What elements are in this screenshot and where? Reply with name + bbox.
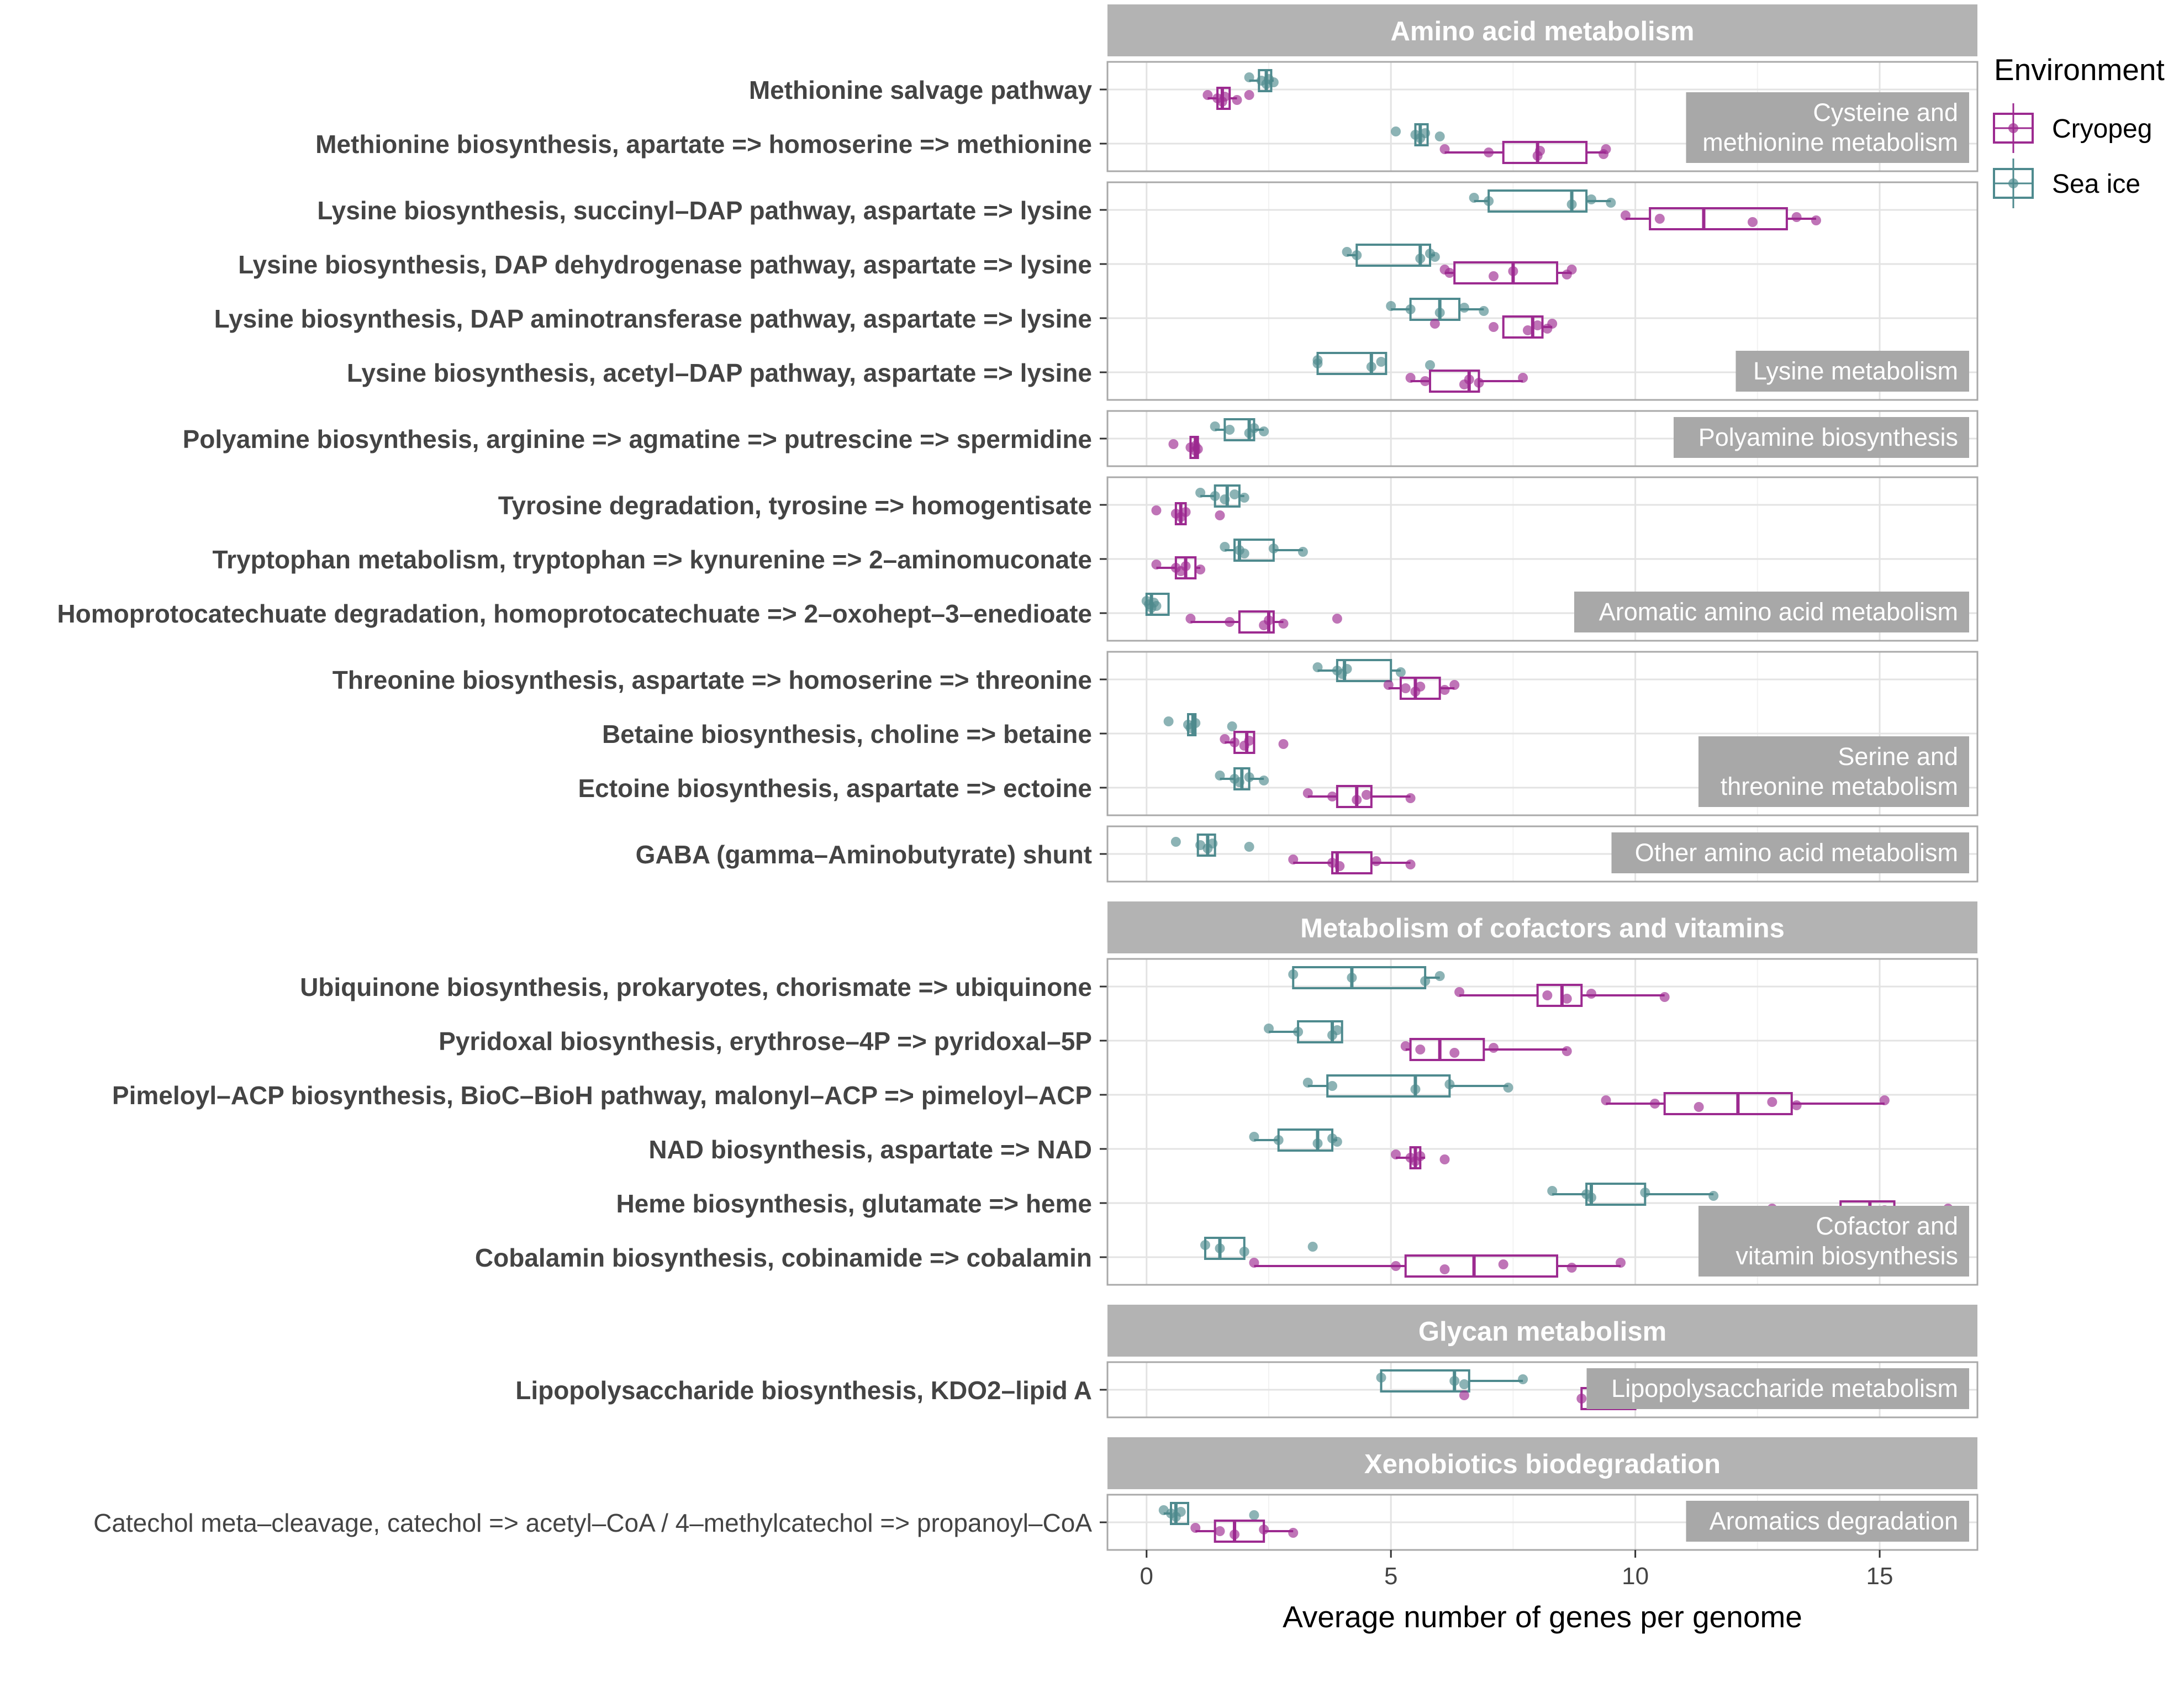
- cryopeg-point: [1401, 1041, 1411, 1051]
- subcategory-label: Aromatics degradation: [1709, 1507, 1958, 1535]
- sea_ice-point: [1244, 842, 1254, 852]
- cryopeg-point: [1420, 376, 1430, 386]
- cryopeg-point: [1533, 320, 1543, 330]
- sea_ice-point: [1327, 1081, 1337, 1091]
- cryopeg-point: [1444, 268, 1454, 278]
- cryopeg-point: [1279, 619, 1289, 629]
- cryopeg-point: [1601, 1095, 1611, 1105]
- cryopeg-point: [1249, 1258, 1259, 1268]
- sea_ice-point: [1342, 247, 1352, 257]
- cryopeg-point: [1215, 510, 1225, 520]
- sea_ice-point: [1425, 360, 1435, 370]
- x-axis-title: Average number of genes per genome: [1283, 1600, 1802, 1634]
- sea_ice-point: [1244, 72, 1254, 82]
- sea_ice-point: [1435, 308, 1445, 318]
- sea_ice-point: [1239, 493, 1249, 503]
- sea_ice-point: [1227, 721, 1237, 731]
- cryopeg-point: [1655, 214, 1665, 224]
- sea_ice-point: [1308, 1242, 1318, 1252]
- pathway-label: Polyamine biosynthesis, arginine => agmatine => putrescine => spermidine: [182, 425, 1092, 453]
- cryopeg-point: [1352, 795, 1362, 805]
- pathway-label: Tryptophan metabolism, tryptophan => kynurenine => 2–aminomuconate: [212, 545, 1092, 574]
- sea_ice-point: [1430, 252, 1440, 262]
- sea_ice-point: [1342, 664, 1352, 674]
- sea_ice-point: [1298, 547, 1308, 557]
- sea_ice-point: [1190, 718, 1200, 728]
- cryopeg-point: [1190, 1523, 1200, 1533]
- cryopeg-point: [1288, 855, 1298, 864]
- sea_ice-box: [1317, 353, 1386, 374]
- x-tick-label: 5: [1384, 1563, 1398, 1590]
- cryopeg-point: [1181, 561, 1191, 571]
- cryopeg-box: [1504, 142, 1586, 163]
- cryopeg-point: [1220, 734, 1230, 744]
- cryopeg-point: [1362, 790, 1371, 800]
- sea_ice-point: [1200, 1240, 1210, 1250]
- sea_ice-point: [1244, 772, 1254, 782]
- sea_ice-point: [1220, 542, 1230, 552]
- cryopeg-point: [1518, 373, 1528, 383]
- cryopeg-point: [1244, 90, 1254, 100]
- legend-title: Environment: [1994, 52, 2165, 87]
- cryopeg-point: [1508, 266, 1518, 276]
- sea_ice-point: [1444, 1079, 1454, 1089]
- pathway-label: Lysine biosynthesis, succinyl–DAP pathway, aspartate => lysine: [317, 196, 1092, 225]
- cryopeg-point: [1454, 987, 1464, 997]
- cryopeg-point: [1449, 1048, 1459, 1058]
- cryopeg-point: [1415, 1045, 1425, 1054]
- pathway-label: Betaine biosynthesis, choline => betaine: [602, 720, 1092, 748]
- subcategory-label: Cysteine and methionine metabolism: [1702, 98, 1958, 156]
- subcategory-label: Aromatic amino acid metabolism: [1599, 598, 1958, 626]
- sea_ice-box: [1411, 299, 1459, 320]
- sea_ice-point: [1420, 128, 1430, 138]
- cryopeg-point: [1459, 1390, 1469, 1400]
- cryopeg-point: [1151, 560, 1161, 569]
- facet-strip-title: Metabolism of cofactors and vitamins: [1300, 914, 1785, 943]
- sea_ice-point: [1484, 196, 1494, 206]
- sea_ice-point: [1386, 301, 1396, 311]
- cryopeg-box: [1454, 262, 1557, 283]
- sea_ice-box: [1293, 967, 1425, 988]
- sea_ice-point: [1518, 1374, 1528, 1384]
- sea_ice-point: [1367, 362, 1376, 372]
- sea_ice-point: [1249, 1510, 1259, 1520]
- cryopeg-point: [1220, 92, 1230, 102]
- sea_ice-point: [1459, 303, 1469, 313]
- pathway-label: Cobalamin biosynthesis, cobinamide => cobalamin: [474, 1243, 1092, 1272]
- pathway-label: Ubiquinone biosynthesis, prokaryotes, chorismate => ubiquinone: [300, 973, 1092, 1001]
- sea_ice-point: [1249, 1132, 1259, 1142]
- subcategory-label: Lysine metabolism: [1753, 357, 1958, 385]
- sea_ice-point: [1274, 1135, 1284, 1145]
- sea_ice-point: [1312, 358, 1322, 368]
- sea_ice-point: [1312, 1138, 1322, 1148]
- cryopeg-point: [1384, 680, 1394, 690]
- cryopeg-point: [1371, 856, 1381, 866]
- pathway-label: Catechol meta–cleavage, catechol => acetyl–CoA / 4–methylcatechol => propanoyl–CoA: [93, 1509, 1092, 1537]
- cryopeg-point: [1440, 1264, 1450, 1274]
- sea_ice-point: [1269, 77, 1279, 87]
- pathway-label: Ectoine biosynthesis, aspartate => ectoine: [578, 774, 1092, 803]
- cryopeg-point: [1225, 617, 1235, 627]
- sea_ice-point: [1210, 421, 1220, 431]
- legend-entry-label: Sea ice: [2052, 170, 2141, 199]
- facet-strip-title: Glycan metabolism: [1418, 1317, 1667, 1347]
- cryopeg-point: [1168, 439, 1178, 449]
- cryopeg-point: [1748, 217, 1758, 227]
- sea_ice-point: [1376, 1373, 1386, 1383]
- subcategory-label: Polyamine biosynthesis: [1698, 423, 1958, 451]
- sea_ice-point: [1332, 1137, 1342, 1147]
- cryopeg-point: [1232, 95, 1242, 105]
- sea_ice-point: [1376, 357, 1386, 367]
- sea_ice-point: [1435, 971, 1445, 981]
- cryopeg-point: [1542, 990, 1552, 1000]
- sea_ice-point: [1406, 304, 1416, 314]
- subcategory-label: Lipopolysaccharide metabolism: [1611, 1374, 1958, 1402]
- sea_ice-point: [1459, 1379, 1469, 1389]
- cryopeg-point: [1650, 1099, 1660, 1109]
- cryopeg-point: [1440, 685, 1450, 695]
- cryopeg-point: [1616, 1258, 1626, 1268]
- cryopeg-point: [1279, 739, 1289, 749]
- pathway-label: Lipopolysaccharide biosynthesis, KDO2–lipid A: [515, 1376, 1092, 1405]
- sea_ice-point: [1207, 838, 1217, 848]
- sea_ice-point: [1479, 306, 1489, 316]
- cryopeg-point: [1880, 1095, 1890, 1105]
- pathway-label: Tyrosine degradation, tyrosine => homogentisate: [498, 491, 1092, 520]
- cryopeg-point: [1151, 505, 1161, 515]
- cryopeg-point: [1430, 319, 1440, 329]
- sea_ice-point: [1303, 1078, 1313, 1088]
- cryopeg-point: [1334, 861, 1344, 871]
- sea_ice-point: [1708, 1191, 1718, 1201]
- cryopeg-point: [1694, 1102, 1704, 1112]
- subcategory-label: Cofactor and vitamin biosynthesis: [1735, 1212, 1958, 1270]
- sea_ice-point: [1586, 194, 1596, 204]
- sea_ice-point: [1264, 1024, 1274, 1033]
- pathway-label: Lysine biosynthesis, DAP aminotransferase pathway, aspartate => lysine: [214, 304, 1092, 333]
- cryopeg-point: [1547, 319, 1557, 329]
- cryopeg-point: [1230, 737, 1239, 747]
- cryopeg-point: [1489, 271, 1499, 281]
- cryopeg-point: [1660, 992, 1670, 1002]
- cryopeg-point: [1449, 680, 1459, 690]
- cryopeg-point: [1332, 614, 1342, 624]
- sea_ice-point: [1586, 1193, 1596, 1202]
- cryopeg-point: [1406, 859, 1416, 869]
- sea_ice-point: [1151, 601, 1161, 611]
- cryopeg-point: [1401, 683, 1411, 693]
- cryopeg-point: [1327, 792, 1337, 801]
- cryopeg-point: [1195, 565, 1205, 574]
- sea_ice-point: [1312, 662, 1322, 672]
- cryopeg-box: [1406, 1256, 1557, 1277]
- x-tick-label: 0: [1140, 1563, 1154, 1590]
- pathway-label: Pimeloyl–ACP biosynthesis, BioC–BioH pathway, malonyl–ACP => pimeloyl–ACP: [112, 1081, 1092, 1110]
- x-tick-label: 15: [1866, 1563, 1893, 1590]
- sea_ice-point: [1220, 494, 1230, 504]
- cryopeg-point: [1391, 1261, 1401, 1271]
- sea_ice-point: [1567, 199, 1577, 209]
- sea_ice-point: [1259, 776, 1269, 785]
- pathway-label: Threonine biosynthesis, aspartate => homoserine => threonine: [332, 666, 1092, 694]
- sea_ice-point: [1215, 771, 1225, 780]
- sea_ice-point: [1606, 198, 1616, 208]
- sea_ice-point: [1235, 777, 1244, 787]
- sea_ice-point: [1410, 1084, 1420, 1094]
- cryopeg-point: [1489, 1043, 1499, 1053]
- cryopeg-point: [1562, 994, 1572, 1004]
- cryopeg-point: [1181, 507, 1191, 517]
- facet-strip-title: Xenobiotics biodegradation: [1364, 1449, 1721, 1479]
- sea_ice-point: [1469, 193, 1479, 203]
- sea_ice-point: [1449, 1376, 1459, 1386]
- sea_ice-point: [1332, 1025, 1342, 1035]
- pathway-label: Heme biosynthesis, glutamate => heme: [616, 1189, 1092, 1218]
- subcategory-label: Other amino acid metabolism: [1634, 838, 1958, 867]
- sea_ice-point: [1547, 1186, 1557, 1196]
- cryopeg-point: [1406, 373, 1416, 383]
- pathway-label: GABA (gamma–Aminobutyrate) shunt: [635, 840, 1092, 869]
- cryopeg-point: [1215, 1526, 1225, 1536]
- cryopeg-point: [1406, 793, 1416, 803]
- legend-entry-label: Cryopeg: [2052, 114, 2153, 144]
- sea_ice-box: [1279, 1130, 1332, 1151]
- cryopeg-box: [1650, 208, 1787, 229]
- pathway-label: Methionine salvage pathway: [748, 76, 1092, 104]
- sea_ice-point: [1504, 1083, 1513, 1093]
- cryopeg-point: [1464, 375, 1474, 384]
- x-tick-label: 10: [1622, 1563, 1649, 1590]
- legend-key-point: [2008, 123, 2018, 133]
- sea_ice-point: [1164, 716, 1174, 726]
- cryopeg-point: [1303, 788, 1313, 798]
- cryopeg-point: [1474, 378, 1484, 388]
- sea_ice-point: [1415, 254, 1425, 263]
- cryopeg-point: [1576, 1394, 1586, 1404]
- sea_ice-point: [1259, 426, 1269, 436]
- legend-key-point: [2008, 178, 2018, 188]
- cryopeg-point: [1230, 1529, 1239, 1539]
- pathway-label: Methionine biosynthesis, apartate => homoserine => methionine: [315, 130, 1092, 159]
- cryopeg-point: [1499, 1259, 1508, 1269]
- cryopeg-point: [1415, 1151, 1425, 1161]
- cryopeg-point: [1185, 614, 1195, 624]
- cryopeg-point: [1391, 1149, 1401, 1159]
- cryopeg-point: [1193, 444, 1203, 454]
- sea_ice-point: [1640, 1188, 1650, 1198]
- cryopeg-point: [1792, 212, 1802, 222]
- sea_ice-point: [1239, 1247, 1249, 1257]
- sea_ice-point: [1396, 667, 1406, 677]
- cryopeg-point: [1202, 90, 1212, 100]
- sea_ice-point: [1347, 973, 1357, 983]
- cryopeg-point: [1792, 1100, 1802, 1110]
- cryopeg-point: [1259, 1525, 1269, 1534]
- cryopeg-point: [1523, 325, 1533, 335]
- cryopeg-point: [1440, 1154, 1450, 1164]
- sea_ice-point: [1215, 1243, 1225, 1253]
- sea_ice-point: [1225, 425, 1235, 435]
- sea_ice-point: [1195, 488, 1205, 498]
- sea_ice-point: [1230, 489, 1239, 499]
- cryopeg-point: [1288, 1528, 1298, 1538]
- cryopeg-point: [1811, 215, 1821, 225]
- pathway-label: Lysine biosynthesis, acetyl–DAP pathway, aspartate => lysine: [346, 358, 1092, 387]
- sea_ice-box: [1586, 1184, 1645, 1205]
- sea_ice-box: [1327, 1075, 1449, 1096]
- pathway-label: Lysine biosynthesis, DAP dehydrogenase pathway, aspartate => lysine: [238, 250, 1092, 279]
- cryopeg-point: [1244, 736, 1254, 746]
- sea_ice-point: [1210, 491, 1220, 501]
- cryopeg-point: [1489, 322, 1499, 332]
- cryopeg-point: [1535, 146, 1545, 156]
- sea_ice-point: [1293, 1027, 1303, 1037]
- cryopeg-point: [1567, 265, 1577, 275]
- pathway-label: Pyridoxal biosynthesis, erythrose–4P => pyridoxal–5P: [439, 1027, 1092, 1056]
- pathway-label: Homoprotocatechuate degradation, homoprotocatechuate => 2–oxohept–3–enedioate: [57, 599, 1092, 628]
- sea_ice-point: [1352, 250, 1362, 260]
- sea_ice-point: [1176, 1507, 1186, 1517]
- cryopeg-point: [1484, 147, 1494, 157]
- sea_ice-point: [1420, 976, 1430, 986]
- subcategory-label: Serine and threonine metabolism: [1720, 742, 1958, 800]
- sea_ice-point: [1171, 837, 1181, 847]
- cryopeg-point: [1415, 682, 1425, 692]
- sea_ice-point: [1435, 131, 1445, 141]
- sea_ice-point: [1249, 423, 1259, 433]
- cryopeg-point: [1621, 210, 1631, 220]
- cryopeg-point: [1440, 144, 1450, 154]
- cryopeg-point: [1601, 144, 1611, 154]
- sea_ice-point: [1269, 544, 1279, 553]
- sea_ice-point: [1288, 969, 1298, 979]
- cryopeg-point: [1562, 1046, 1572, 1056]
- cryopeg-point: [1567, 1263, 1577, 1273]
- sea_ice-point: [1239, 548, 1249, 558]
- cryopeg-point: [1264, 615, 1274, 625]
- pathway-label: NAD biosynthesis, aspartate => NAD: [648, 1135, 1092, 1164]
- sea_ice-point: [1391, 126, 1401, 136]
- facet-strip-title: Amino acid metabolism: [1390, 17, 1695, 46]
- cryopeg-point: [1767, 1097, 1777, 1107]
- cryopeg-point: [1586, 989, 1596, 999]
